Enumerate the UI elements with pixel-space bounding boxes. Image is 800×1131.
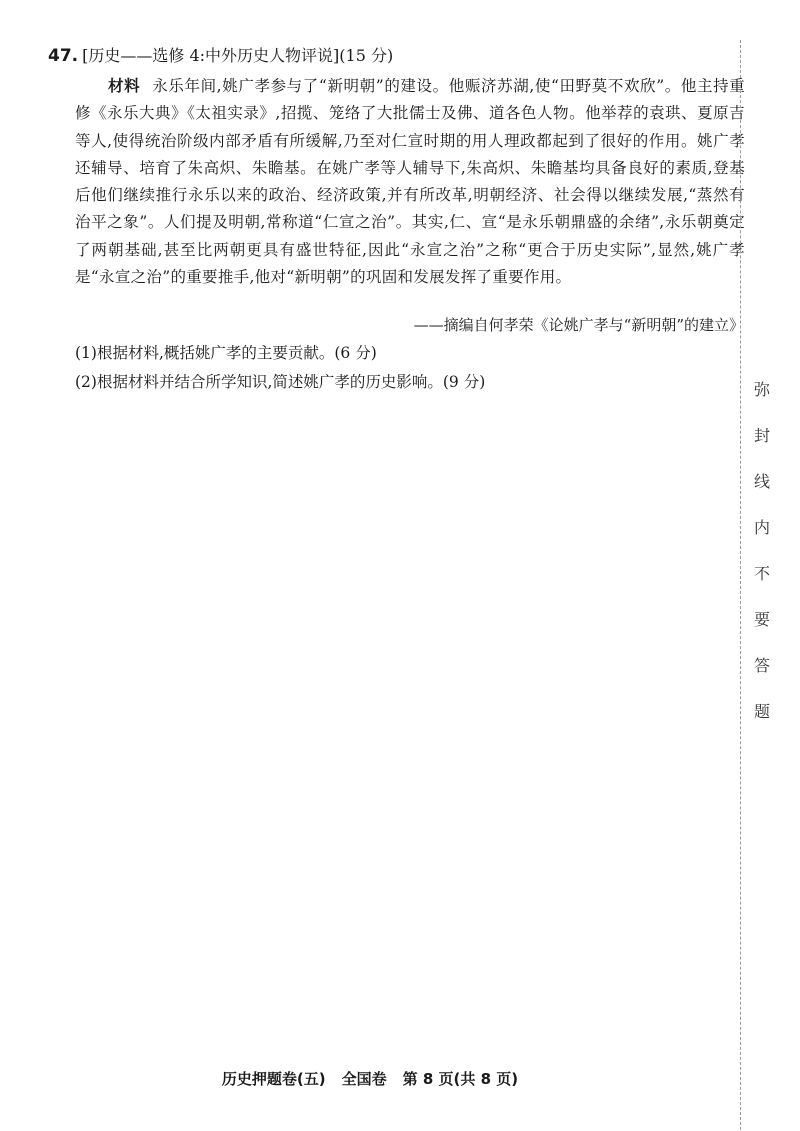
sub-question-1: (1)根据材料,概括姚广孝的主要贡献。(6 分) (75, 344, 377, 362)
material-text: 永乐年间,姚广孝参与了“新明朝”的建设。他赈济苏湖,使“田野莫不欢欣”。他主持重修《永乐大典》《太祖实录》,招揽、笼络了大批儒士及佛、道各色人物。他举荐的袁珙、夏原吉等人,使得统治阶级内部矛盾有所缓解,乃至对仁宣时期的用人理政都起到了很好的作用。姚广孝还辅导、培育了朱高炽、朱瞻基。在姚广孝等人辅导下,朱高炽、朱瞻基均具备良好的素质,登基后他们继续推行永乐以来的政治、经济政策,并有所改革,明朝经济、社会得以继续发展,“蒸然有治平之象”。人们提及明朝,常称道“仁宣之治”。其实,仁、宣“是永乐朝鼎盛的余绪”,永乐朝奠定了两朝基础,甚至比两朝更具有盛世特征,因此“永宣之治”之称“更合于历史实际”,显然,姚广孝是“永宣之治”的重要推手,他对“新明朝”的巩固和发展发挥了重要作用。 (75, 77, 745, 287)
exam-title: 历史押题卷(五) (221, 1070, 326, 1088)
seal-line-notice (750, 382, 774, 750)
seal-notice-char: 题 (753, 702, 770, 721)
seal-notice-char: 内 (753, 518, 770, 537)
question-title: [历史——选修 4:中外历史人物评说](15 分) (82, 46, 394, 65)
seal-notice-char: 线 (753, 472, 770, 491)
sub-question-2: (2)根据材料并结合所学知识,简述姚广孝的历史影响。(9 分) (75, 373, 486, 391)
seal-notice-char: 弥 (753, 380, 770, 399)
seal-notice-char: 要 (753, 610, 770, 629)
exam-edition: 全国卷 (341, 1070, 387, 1088)
page-number: 第 8 页(共 8 页) (402, 1070, 519, 1088)
page-footer (0, 1068, 740, 1090)
material-label: 材料 (108, 77, 141, 95)
seal-notice-char: 不 (753, 564, 770, 583)
question-number: 47. (48, 46, 79, 66)
question-header (48, 44, 393, 68)
seal-line (740, 40, 741, 1130)
seal-notice-char: 封 (753, 426, 770, 445)
material-paragraph (75, 73, 745, 291)
seal-notice-char: 答 (753, 656, 770, 675)
material-source: ——摘编自何孝荣《论姚广孝与“新明朝”的建立》 (413, 316, 744, 334)
